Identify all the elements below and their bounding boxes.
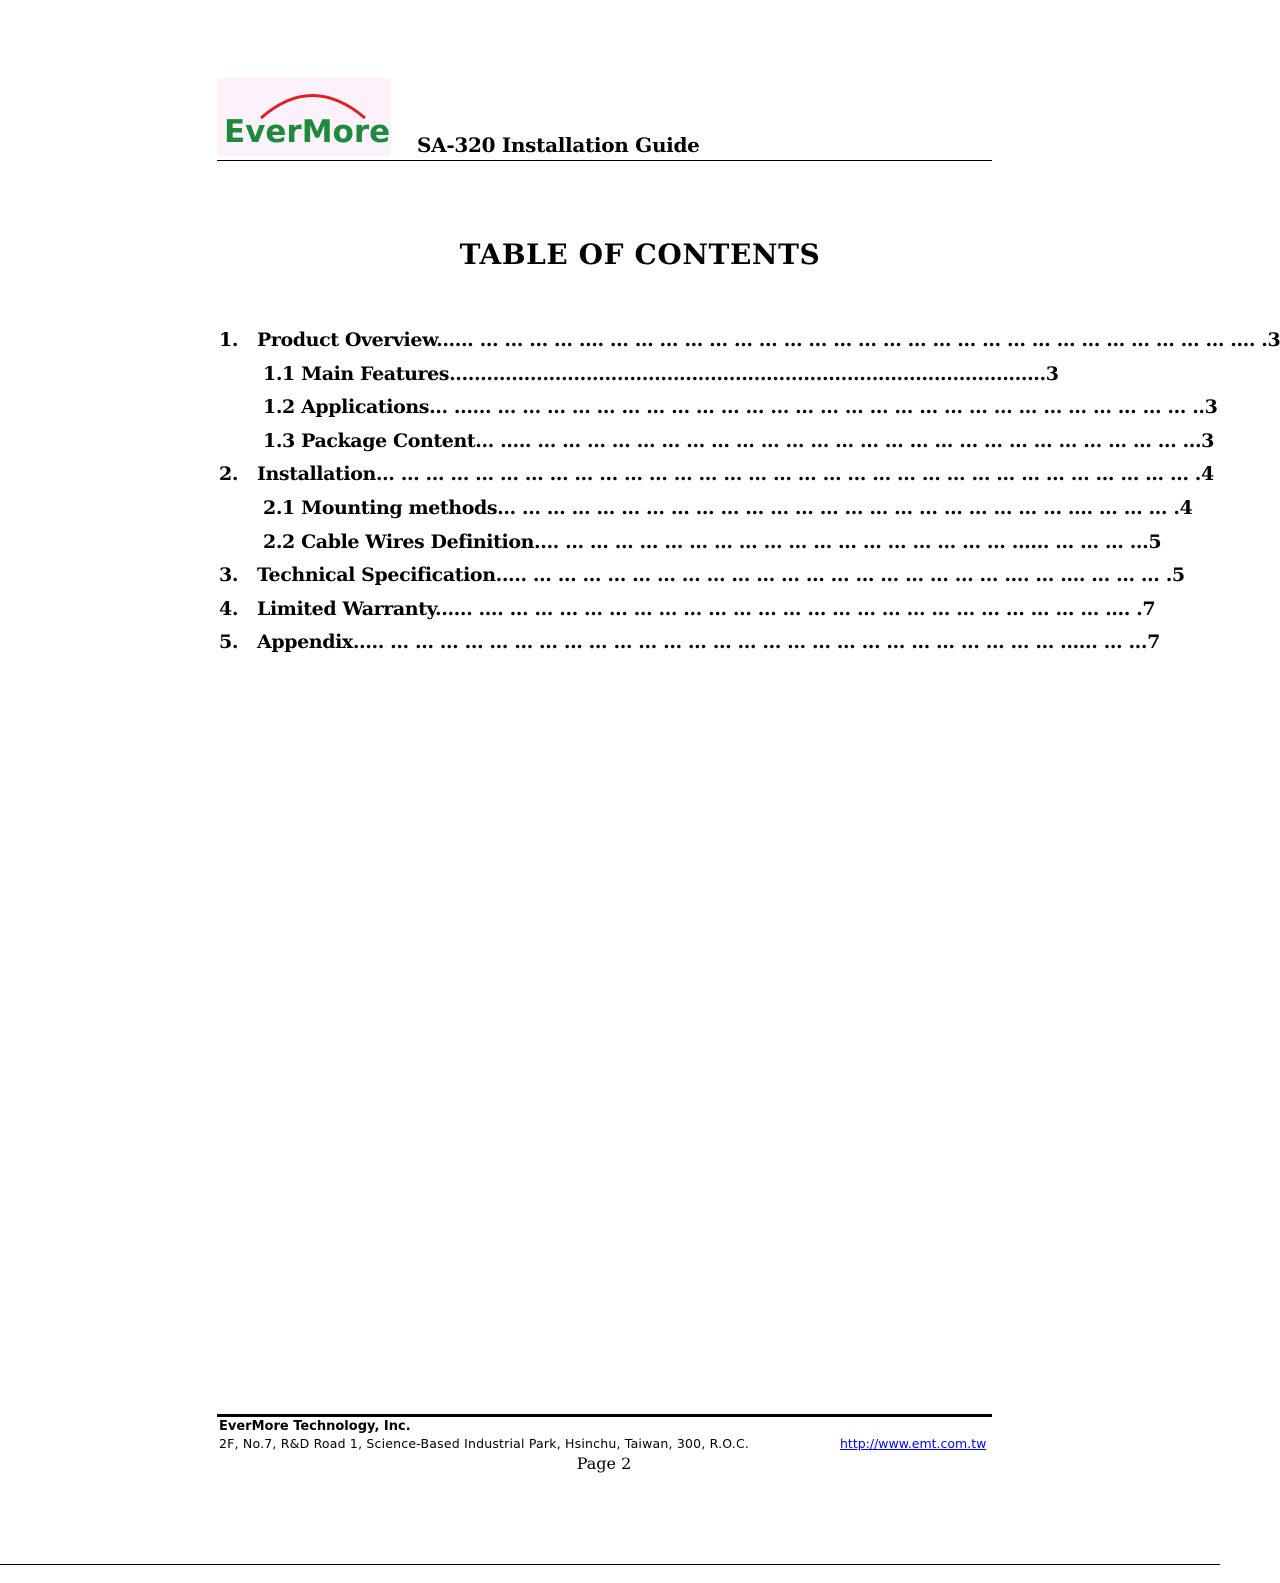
toc-entry[interactable] — [217, 458, 1214, 492]
toc-entry-label — [263, 358, 1059, 392]
toc-entry[interactable] — [217, 324, 1280, 358]
logo-text: EverMore — [224, 114, 391, 150]
footer-divider — [217, 1414, 992, 1417]
company-logo — [217, 78, 391, 156]
toc-entry-label — [263, 425, 1215, 459]
toc-subentry[interactable] — [217, 425, 1215, 459]
toc-entry-number: 1. — [219, 329, 239, 351]
toc-entry[interactable] — [217, 559, 1185, 593]
toc-entry-label — [257, 324, 1280, 358]
page-number: Page 2 — [576, 1454, 632, 1473]
toc-entry-number: 5. — [219, 631, 239, 654]
toc-entry-label — [257, 458, 1214, 492]
toc-entry-text: 2.1 Mounting methods… … … … … … … … … … … … … … … … … … … … … … … …. … … … .4 — [263, 496, 1193, 519]
toc-entry-text: Limited Warranty...... …. … … … … … … … … … … … … … … … … … … … … … … … … …. .7 — [257, 597, 1156, 620]
page-bottom-edge — [0, 1564, 1220, 1565]
toc-subentry[interactable] — [217, 391, 1218, 425]
toc-entry-label — [257, 593, 1156, 627]
footer-address: 2F, No.7, R&D Road 1, Science-Based Industrial Park, Hsinchu, Taiwan, 300, R.O.C. — [219, 1436, 750, 1451]
toc-subentry[interactable] — [217, 492, 1193, 526]
toc-entry-text: Appendix..... … … … … … … … … … … … … … … … … … … … … … … … … … … … ...... … ...7 — [257, 631, 1160, 654]
toc-entry-text: 1.3 Package Content… ..... … … … … … … … … … … … … … … … … … … … … … … … … … … ...3 — [263, 429, 1215, 452]
header-divider — [217, 160, 992, 161]
toc-entry[interactable] — [217, 626, 1160, 660]
toc-entry-label — [263, 391, 1218, 425]
toc-entry-number: 2. — [219, 463, 239, 486]
toc-subentry[interactable] — [217, 526, 1162, 560]
footer-company: EverMore Technology, Inc. — [219, 1419, 411, 1434]
toc-entry-text: 1.2 Applications… ...... … … … … … … … … … … … … … … … … … … … … … … … … … … … … ..3 — [263, 396, 1218, 419]
toc-entry-text: Technical Specification..... … … … … … … … … … … … … … … … … … … … …. … …. … … … .5 — [257, 564, 1185, 587]
toc-entry-label — [257, 626, 1160, 660]
toc-subentry[interactable] — [217, 358, 1059, 392]
toc-entry-label — [257, 559, 1185, 593]
toc-entry-label — [263, 492, 1193, 526]
toc-entry-text: Installation… … … … … … … … … … … … … … … … … … … … … … … … … … … … … … … … … .4 — [257, 463, 1214, 486]
toc-entry-number: 4. — [219, 597, 239, 620]
toc-entry-text: 1.1 Main Features................................................................................................3 — [263, 362, 1059, 385]
toc-entry-text: Product Overview...... … … … … …. … … … … … … … … … … … … … … … … … … … … … … … … … …. .3 — [257, 329, 1280, 351]
table-of-contents — [217, 324, 1280, 660]
toc-heading — [0, 238, 1280, 271]
toc-heading-text: TABLE OF CONTENTS — [459, 238, 821, 271]
toc-entry-number: 3. — [219, 564, 239, 587]
toc-entry-text: 2.2 Cable Wires Definition.... … … … … … … … … … … … … … … … … … … ...... … … … ...5 — [263, 530, 1162, 553]
toc-entry-label — [263, 526, 1162, 560]
footer-website-link[interactable]: http://www.emt.com.tw — [840, 1436, 987, 1451]
toc-entry[interactable] — [217, 593, 1156, 627]
document-title: SA-320 Installation Guide — [417, 133, 700, 157]
